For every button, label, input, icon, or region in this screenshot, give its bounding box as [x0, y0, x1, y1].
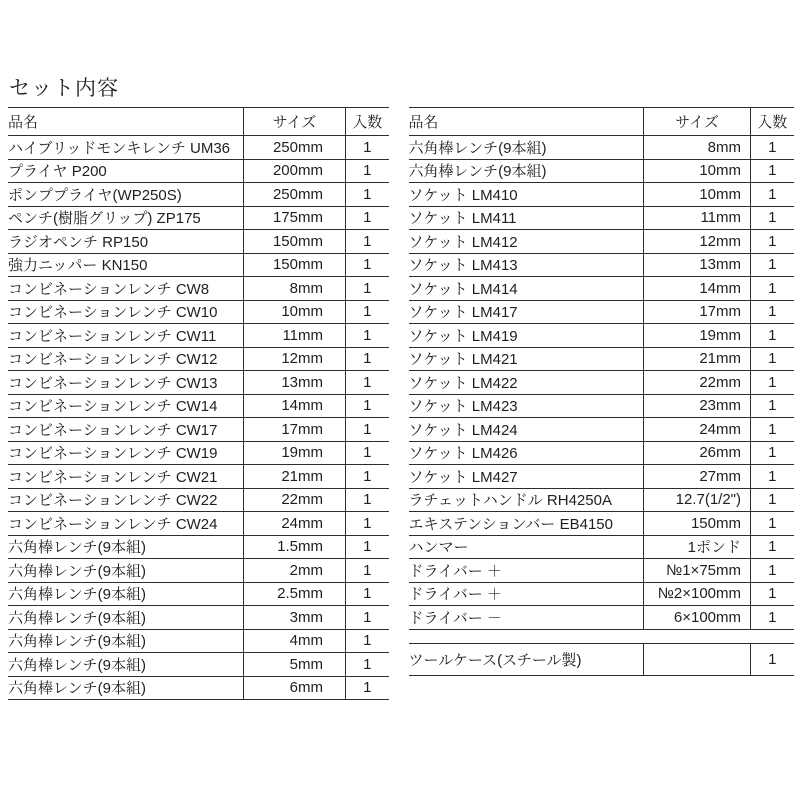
item-name-cell: コンビネーションレンチ CW17 [8, 418, 244, 442]
item-size-cell: 4mm [244, 629, 346, 653]
table-row [8, 606, 389, 630]
col-header-size: サイズ [244, 108, 346, 136]
item-size-cell: 11mm [244, 324, 346, 348]
item-size-cell: 10mm [644, 183, 751, 207]
left-spec-table [8, 107, 389, 700]
table-row [8, 347, 389, 371]
table-row [8, 512, 389, 536]
item-size-cell: 150mm [244, 253, 346, 277]
item-name-cell: ソケット LM423 [409, 394, 644, 418]
table-row [8, 535, 389, 559]
item-name-cell: エキステンションバー EB4150 [409, 512, 644, 536]
table-row [409, 159, 794, 183]
table-row [409, 643, 794, 675]
item-size-cell: 2mm [244, 559, 346, 583]
table-row [409, 371, 794, 395]
item-name-cell: コンビネーションレンチ CW21 [8, 465, 244, 489]
item-name-cell: ソケット LM414 [409, 277, 644, 301]
item-name-cell: ラジオペンチ RP150 [8, 230, 244, 254]
item-qty-cell: 1 [346, 629, 389, 653]
table-row [8, 582, 389, 606]
item-size-cell: 6mm [244, 676, 346, 700]
table-row [8, 465, 389, 489]
item-qty-cell: 1 [346, 347, 389, 371]
item-size-cell: 250mm [244, 183, 346, 207]
item-name-cell: ソケット LM417 [409, 300, 644, 324]
table-row [8, 300, 389, 324]
item-qty-cell: 1 [346, 582, 389, 606]
item-size-cell: 21mm [644, 347, 751, 371]
item-name-cell: ドライバー － [409, 606, 644, 630]
item-size-cell: 26mm [644, 441, 751, 465]
item-size-cell: 13mm [644, 253, 751, 277]
item-qty-cell: 1 [346, 535, 389, 559]
table-row [409, 512, 794, 536]
item-qty-cell: 1 [751, 418, 794, 442]
table-row [8, 324, 389, 348]
item-qty-cell: 1 [751, 606, 794, 630]
item-name-cell: 六角棒レンチ(9本組) [8, 582, 244, 606]
table-row [8, 277, 389, 301]
right-spec-table [409, 107, 794, 630]
item-qty-cell: 1 [751, 441, 794, 465]
item-name-cell: ソケット LM419 [409, 324, 644, 348]
item-qty-cell: 1 [751, 512, 794, 536]
item-qty-cell: 1 [346, 159, 389, 183]
table-row [8, 183, 389, 207]
item-name-cell: コンビネーションレンチ CW24 [8, 512, 244, 536]
item-name-cell: ソケット LM426 [409, 441, 644, 465]
item-name-cell: ドライバー ＋ [409, 559, 644, 583]
item-name-cell: ポンププライヤ(WP250S) [8, 183, 244, 207]
table-row [8, 629, 389, 653]
table-row [8, 394, 389, 418]
table-row [409, 300, 794, 324]
col-header-quantity: 入数 [751, 108, 794, 136]
col-header-quantity: 入数 [346, 108, 389, 136]
item-size-cell: 250mm [244, 136, 346, 160]
item-qty-cell: 1 [751, 136, 794, 160]
table-row [409, 465, 794, 489]
table-row [8, 136, 389, 160]
item-size-cell: 12mm [244, 347, 346, 371]
item-qty-cell: 1 [346, 371, 389, 395]
item-size-cell: 10mm [244, 300, 346, 324]
item-qty-cell: 1 [346, 394, 389, 418]
item-name-cell: ラチェットハンドル RH4250A [409, 488, 644, 512]
item-name-cell: 六角棒レンチ(9本組) [409, 159, 644, 183]
item-qty-cell: 1 [346, 277, 389, 301]
item-qty-cell: 1 [751, 300, 794, 324]
item-qty-cell: 1 [751, 277, 794, 301]
item-name-cell: ハンマー [409, 535, 644, 559]
page-title: セット内容 [9, 77, 119, 100]
item-name-cell: コンビネーションレンチ CW11 [8, 324, 244, 348]
item-qty-cell: 1 [346, 183, 389, 207]
table-header-row [8, 108, 389, 136]
item-qty-cell: 1 [751, 324, 794, 348]
item-name-cell: コンビネーションレンチ CW13 [8, 371, 244, 395]
item-qty-cell: 1 [751, 183, 794, 207]
table-row [409, 606, 794, 630]
item-size-cell: 11mm [644, 206, 751, 230]
item-name-cell: ソケット LM410 [409, 183, 644, 207]
item-size-cell: №2×100mm [644, 582, 751, 606]
item-size-cell: 13mm [244, 371, 346, 395]
col-header-item-name: 品名 [409, 108, 644, 136]
table-row [409, 394, 794, 418]
item-name-cell: コンビネーションレンチ CW8 [8, 277, 244, 301]
item-qty-cell: 1 [751, 394, 794, 418]
table-row [409, 488, 794, 512]
item-size-cell: 3mm [244, 606, 346, 630]
item-size-cell: 150mm [244, 230, 346, 254]
item-size-cell: 22mm [244, 488, 346, 512]
item-qty-cell: 1 [751, 206, 794, 230]
item-qty-cell: 1 [751, 347, 794, 371]
table-row [8, 653, 389, 677]
table-row [409, 324, 794, 348]
item-qty-cell: 1 [751, 582, 794, 606]
item-qty-cell: 1 [346, 324, 389, 348]
table-row [409, 277, 794, 301]
table-row [409, 206, 794, 230]
item-name-cell: 六角棒レンチ(9本組) [8, 653, 244, 677]
item-size-cell: №1×75mm [644, 559, 751, 583]
item-size-cell: 2.5mm [244, 582, 346, 606]
table-row [409, 347, 794, 371]
item-size-cell: 5mm [244, 653, 346, 677]
item-name-cell: コンビネーションレンチ CW12 [8, 347, 244, 371]
table-row [409, 441, 794, 465]
item-qty-cell: 1 [346, 676, 389, 700]
item-name-cell: 六角棒レンチ(9本組) [409, 136, 644, 160]
item-size-cell: 24mm [644, 418, 751, 442]
item-size-cell: 21mm [244, 465, 346, 489]
item-name-cell: 六角棒レンチ(9本組) [8, 535, 244, 559]
item-size-cell: 22mm [644, 371, 751, 395]
item-qty-cell: 1 [346, 418, 389, 442]
table-row [409, 183, 794, 207]
item-name-cell: ソケット LM427 [409, 465, 644, 489]
item-name-cell: コンビネーションレンチ CW14 [8, 394, 244, 418]
table-row [8, 371, 389, 395]
item-size-cell: 1.5mm [244, 535, 346, 559]
item-name-cell: プライヤ P200 [8, 159, 244, 183]
item-name-cell: ペンチ(樹脂グリップ) ZP175 [8, 206, 244, 230]
item-name-cell: ドライバー ＋ [409, 582, 644, 606]
table-row [409, 418, 794, 442]
item-qty-cell: 1 [751, 253, 794, 277]
table-row [8, 441, 389, 465]
item-qty-cell: 1 [346, 441, 389, 465]
item-name-cell: コンビネーションレンチ CW10 [8, 300, 244, 324]
item-qty-cell: 1 [346, 488, 389, 512]
item-name-cell: コンビネーションレンチ CW19 [8, 441, 244, 465]
item-size-cell: 10mm [644, 159, 751, 183]
item-size-cell: 6×100mm [644, 606, 751, 630]
item-size-cell: 17mm [644, 300, 751, 324]
col-header-size: サイズ [644, 108, 751, 136]
item-qty-cell: 1 [751, 230, 794, 254]
item-name-cell: ソケット LM413 [409, 253, 644, 277]
item-size-cell: 24mm [244, 512, 346, 536]
table-row [409, 253, 794, 277]
item-qty-cell: 1 [346, 136, 389, 160]
item-name-cell: ツールケース(スチール製) [409, 643, 644, 675]
item-size-cell: 150mm [644, 512, 751, 536]
item-qty-cell: 1 [346, 606, 389, 630]
item-name-cell: ソケット LM411 [409, 206, 644, 230]
item-name-cell: ソケット LM422 [409, 371, 644, 395]
item-qty-cell: 1 [346, 559, 389, 583]
item-qty-cell: 1 [346, 300, 389, 324]
table-row [8, 253, 389, 277]
item-name-cell: 六角棒レンチ(9本組) [8, 606, 244, 630]
item-size-cell: 23mm [644, 394, 751, 418]
item-size-cell: 14mm [244, 394, 346, 418]
item-size-cell [644, 643, 751, 675]
item-name-cell: コンビネーションレンチ CW22 [8, 488, 244, 512]
table-row [8, 206, 389, 230]
item-name-cell: 六角棒レンチ(9本組) [8, 559, 244, 583]
item-qty-cell: 1 [346, 653, 389, 677]
item-size-cell: 12mm [644, 230, 751, 254]
table-row [409, 230, 794, 254]
table-row [8, 230, 389, 254]
table-row [8, 559, 389, 583]
table-row [409, 136, 794, 160]
item-qty-cell: 1 [751, 159, 794, 183]
table-row [8, 488, 389, 512]
table-row [409, 535, 794, 559]
item-size-cell: 19mm [644, 324, 751, 348]
tool-case-table [409, 643, 794, 676]
table-row [409, 559, 794, 583]
table-row [8, 418, 389, 442]
item-name-cell: 六角棒レンチ(9本組) [8, 629, 244, 653]
item-qty-cell: 1 [346, 206, 389, 230]
item-name-cell: ソケット LM412 [409, 230, 644, 254]
item-qty-cell: 1 [751, 465, 794, 489]
col-header-item-name: 品名 [8, 108, 244, 136]
table-row [8, 676, 389, 700]
item-name-cell: 強力ニッパー KN150 [8, 253, 244, 277]
item-size-cell: 200mm [244, 159, 346, 183]
item-name-cell: ハイブリッドモンキレンチ UM36 [8, 136, 244, 160]
item-size-cell: 17mm [244, 418, 346, 442]
item-qty-cell: 1 [346, 465, 389, 489]
item-size-cell: 8mm [644, 136, 751, 160]
item-qty-cell: 1 [751, 559, 794, 583]
item-qty-cell: 1 [346, 230, 389, 254]
item-size-cell: 12.7(1/2") [644, 488, 751, 512]
tables-container [8, 107, 794, 700]
table-row [409, 582, 794, 606]
table-row [8, 159, 389, 183]
item-size-cell: 19mm [244, 441, 346, 465]
item-size-cell: 175mm [244, 206, 346, 230]
right-column [409, 107, 794, 676]
item-qty-cell: 1 [751, 488, 794, 512]
item-size-cell: 27mm [644, 465, 751, 489]
item-name-cell: ソケット LM424 [409, 418, 644, 442]
item-name-cell: ソケット LM421 [409, 347, 644, 371]
item-qty-cell: 1 [346, 253, 389, 277]
item-size-cell: 1ポンド [644, 535, 751, 559]
item-qty-cell: 1 [751, 643, 794, 675]
item-qty-cell: 1 [751, 371, 794, 395]
item-qty-cell: 1 [346, 512, 389, 536]
table-header-row [409, 108, 794, 136]
item-size-cell: 8mm [244, 277, 346, 301]
item-qty-cell: 1 [751, 535, 794, 559]
item-name-cell: 六角棒レンチ(9本組) [8, 676, 244, 700]
item-size-cell: 14mm [644, 277, 751, 301]
